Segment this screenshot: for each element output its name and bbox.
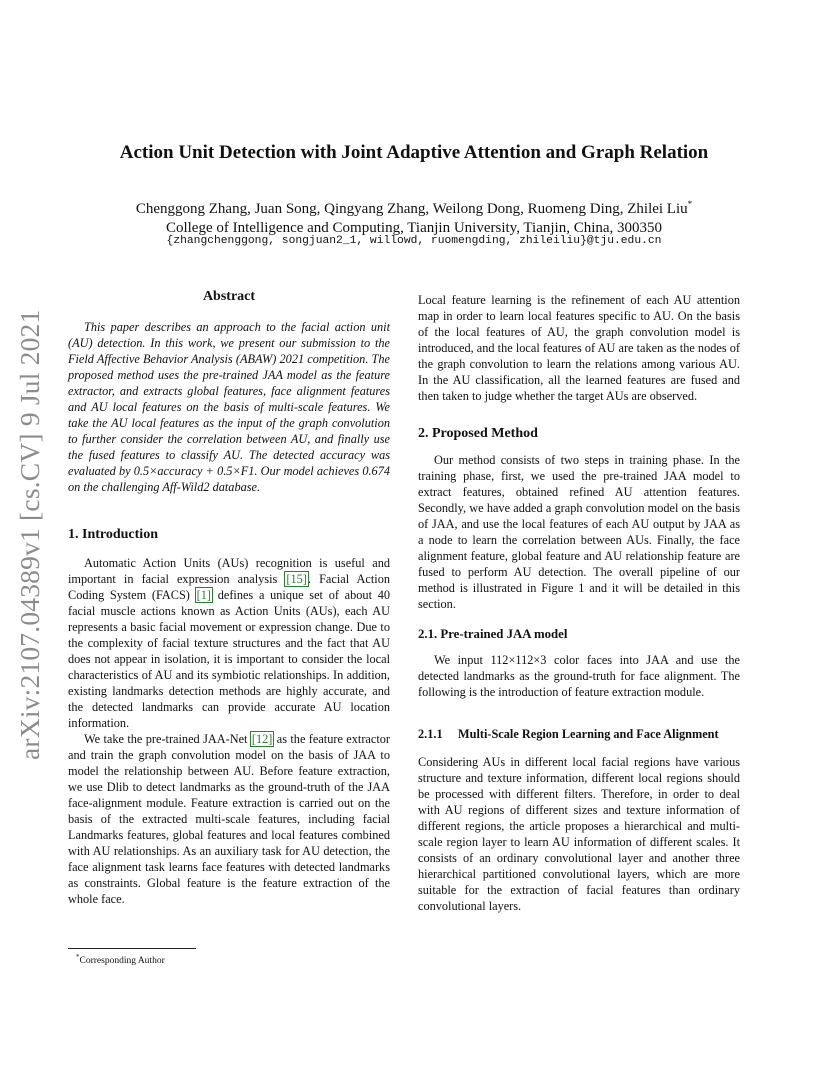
affiliation: College of Intelligence and Computing, Tianjin University, Tianjin, China, 300350 — [165, 220, 663, 236]
paper-title: Action Unit Detection with Joint Adaptive Attention and Graph Relation — [119, 142, 709, 163]
footnote — [76, 953, 165, 966]
author-names: Chenggong Zhang, Juan Song, Qingyang Zhang, Weilong Dong, Ruomeng Ding, Zhilei Liu — [135, 201, 688, 217]
author-emails: {zhangchenggong, songjuan2_1, willowd, ruomengding, zhileiliu}@tju.edu.cn — [166, 235, 662, 247]
citation-link[interactable]: [12] — [251, 732, 273, 746]
corresponding-author-mark: * — [687, 199, 693, 209]
left-column — [68, 289, 390, 907]
footnote-mark: * — [76, 953, 80, 961]
subsubsection-paragraph: Considering AUs in different local facial regions have various structure and texture information, different local regions should be processed with different filters. Therefore, in order to deal with AU regions of different sizes and texture information of different regions, the article proposes a hierarchical and multi-scale region layer to learn AU information of different scales. It consists of an ordinary convolutional layer and another three hierarchical partitioned convolutional layers, which are more suitable for the extraction of facial features than ordinary convolutional layers. — [418, 755, 740, 913]
subsection-heading-jaa: 2.1. Pre-trained JAA model — [418, 627, 568, 641]
arxiv-identifier-stamp — [14, 300, 58, 760]
footnote-rule — [68, 948, 196, 949]
proposed-method-heading: 2. Proposed Method — [418, 426, 538, 441]
introduction-heading: 1. Introduction — [68, 527, 158, 542]
citation-link[interactable]: [1] — [196, 588, 211, 602]
subsubsection-heading — [418, 726, 740, 742]
author-list — [0, 195, 828, 219]
subsection-paragraph-jaa: We input 112×112×3 color faces into JAA and use the detected landmarks as the ground-truth for face alignment. The following is the introduction of feature extraction module. — [418, 653, 740, 699]
introduction-paragraph-1: Automatic Action Units (AUs) recognition is useful and important in facial expression analysis [15]. Facial Action Coding System (FACS) [1] defines a unique set of about 40 facial muscle actions known as Action Units (AUs), each AU represents a basic facial movement or expression change. Due to the complexity of facial texture structures and the fact that AU does not appear in isolation, it is important to consider the local characteristics of AU and its symbiotic relationships. In addition, existing landmarks detection methods are highly accurate, and the detected landmarks can provide accurate AU location information. — [68, 556, 390, 730]
citation-link[interactable]: [15] — [286, 572, 307, 586]
footnote-text: Corresponding Author — [79, 956, 165, 967]
proposed-method-paragraph: Our method consists of two steps in training phase. In the training phase, first, we used the pre-trained JAA model to extract features, obtained refined AU attention features. Secondly, we have added a graph convolution model on the basis of JAA, and use the local features of each AU output by JAA as a node to learn the correlation between AUs. Finally, the face alignment feature, global feature and AU relationship feature are fused to perform AU detection. The overall pipeline of our method is illustrated in Figure 1 and it will be detailed in this section. — [418, 453, 740, 611]
introduction-paragraph-2: We take the pre-trained JAA-Net [12] as the feature extractor and train the graph convolution model on the basis of JAA to model the relationship between AU. Before feature extraction, we use Dlib to detect landmarks as the ground-truth of the JAA face-alignment module. Feature extraction is carried out on the basis of the extracted multi-scale features, including facial Landmarks features, global features and local features combined with AU relationships. As an auxiliary task for AU detection, the face alignment task learns face features with detected landmarks as constraints. Global feature is the feature extraction of the whole face. — [68, 732, 390, 906]
subsubsection-number: 2.1.1 — [418, 727, 443, 741]
subsubsection-title: Multi-Scale Region Learning and Face Alignment — [458, 727, 719, 741]
author-block — [0, 195, 828, 238]
introduction-paragraph-3: Local feature learning is the refinement of each AU attention map in order to learn local features specific to AU. On the basis of the local features of AU, the graph convolution model is introduced, and the local features of AU are taken as the nodes of the graph convolution to learn the relations among various AU. In the AU classification, all the learned features are fused and then taken to judge whether the target AUs are observed. — [418, 293, 740, 403]
abstract-heading: Abstract — [202, 289, 256, 304]
abstract-text: This paper describes an approach to the facial action unit (AU) detection. In this work, we present our submission to the Field Affective Behavior Analysis (ABAW) 2021 competition. The proposed method uses the pre-trained JAA model as the feature extractor, and extracts global features, face alignment features and AU local features on the basis of multi-scale features. We take the AU local features as the input of the graph convolution to further consider the correlation between AU, and finally use the fused features to classify AU. The detected accuracy was evaluated by 0.5×accuracy + 0.5×F1. Our model achieves 0.674 on the challenging Aff-Wild2 database. — [68, 320, 390, 494]
arxiv-identifier-text: arXiv:2107.04389v1 [cs.CV] 9 Jul 2021 — [14, 309, 45, 760]
right-column — [418, 292, 740, 914]
